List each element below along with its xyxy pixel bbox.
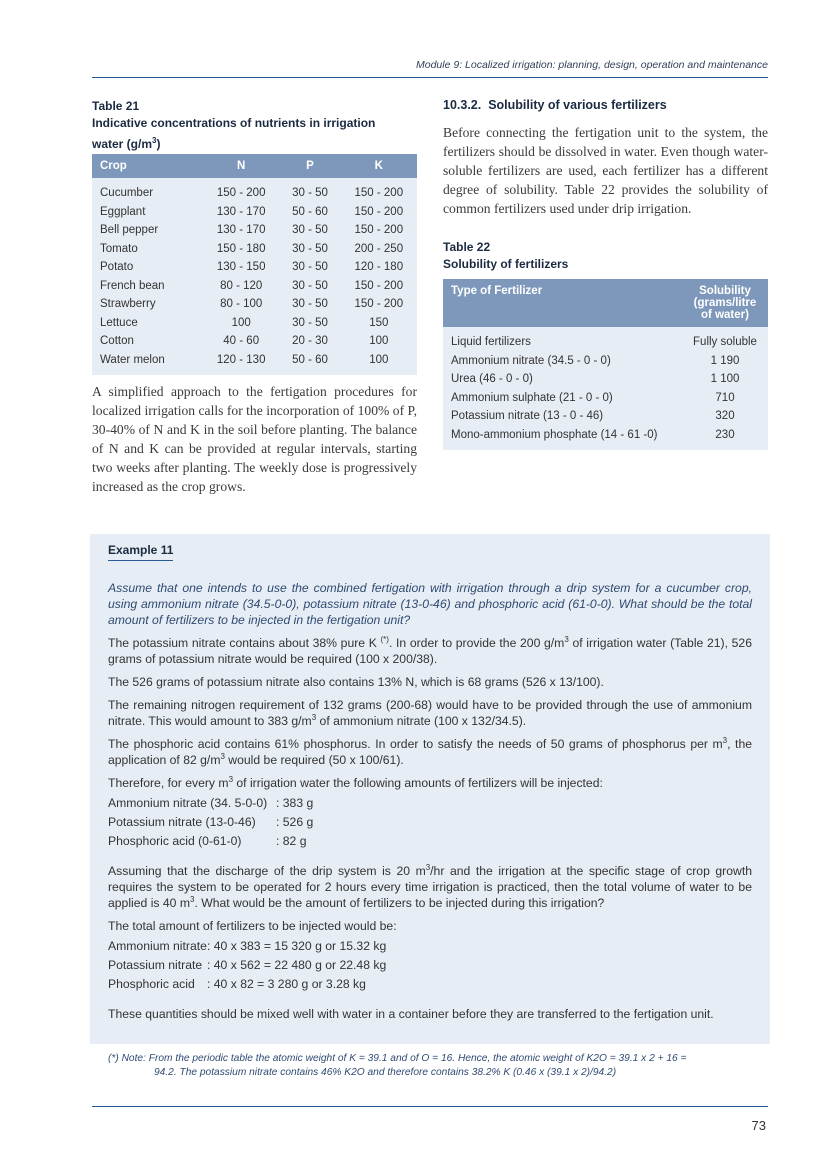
table22-row (443, 327, 768, 352)
table21-col-k: K (341, 154, 417, 178)
table21-row (92, 240, 417, 259)
table22-cell-type: Mono-ammonium phosphate (14 - 61 -0) (451, 428, 658, 441)
fertilizer-name: Phosphoric acid (108, 977, 195, 991)
example-question: Assume that one intends to use the combined fertigation with irrigation through a drip system for a cucumber crop, using ammonium nitrate (34.5-0-0), potassium nitrate (13-0-46) and phosphoric acid (61-0-0). What should be the total amount of fertilizers to be injected in the fertigation unit? (108, 581, 752, 627)
table22-col-type: Type of Fertilizer (443, 279, 682, 327)
fertilizer-name: Potassium nitrate (108, 958, 203, 972)
table21-cell-crop: Lettuce (100, 316, 138, 329)
table21-row (92, 351, 417, 376)
table21-cell-p: 30 - 50 (292, 187, 328, 200)
fertilizer-list-item (108, 938, 752, 954)
table21-cell-p: 50 - 60 (292, 205, 328, 218)
fertilizer-name: Phosphoric acid (0-61-0) (108, 834, 242, 848)
fertilizer-list-item (108, 976, 752, 992)
fertilizer-amount: : 383 g (276, 796, 314, 810)
table21-col-crop: Crop (92, 154, 203, 178)
table21-row (92, 203, 417, 222)
fertilizer-list-item (108, 814, 752, 830)
table22-col-solubility: Solubility (grams/litre of water) (682, 279, 768, 327)
table21-row (92, 178, 417, 203)
table21-row (92, 258, 417, 277)
fertilizer-amount: : 40 x 82 = 3 280 g or 3.28 kg (207, 977, 366, 991)
fertilizer-list-item (108, 833, 752, 849)
fertilizer-amount: : 526 g (276, 815, 314, 829)
fertilizer-list-total (108, 938, 752, 992)
example-body (108, 580, 752, 1029)
left-paragraph: A simplified approach to the fertigation procedures for localized irrigation calls for the incorporation of 100% of P, 30-40% of N and K in the soil before planting. The balance of N and K can be provided at regular intervals, starting two weeks after planting. The weekly dose is progressively increased as the crop grows. (92, 384, 417, 494)
table21-cell-k: 150 - 200 (354, 205, 404, 218)
table21-cell-crop: French bean (100, 279, 165, 292)
running-header: Module 9: Localized irrigation: planning, design, operation and maintenance (416, 59, 768, 71)
table22-cell-type: Urea (46 - 0 - 0) (451, 373, 533, 386)
table21-cell-crop: Strawberry (100, 298, 156, 311)
section-paragraph: Before connecting the fertigation unit to the system, the fertilizers should be dissolved in water. Even though water-soluble fertilizers are used, each fertilizer has a different degree of solubility. Table 22 provides the solubility of common fertilizers used under drip irrigation. (443, 125, 768, 216)
fertilizer-name: Ammonium nitrate (34. 5-0-0) (108, 796, 268, 810)
table22-cell-type: Liquid fertilizers (451, 336, 531, 349)
table21-row (92, 221, 417, 240)
table21-cell-p: 30 - 50 (292, 298, 328, 311)
table21-cell-p: 30 - 50 (292, 224, 328, 237)
table21-cell-crop: Eggplant (100, 205, 146, 218)
table21-cell-n: 80 - 100 (220, 298, 263, 311)
fertilizer-list-per-m3 (108, 795, 752, 849)
table21-label: Table 21 (92, 99, 140, 113)
table21-row (92, 277, 417, 296)
table21-cell-k: 150 - 200 (354, 279, 404, 292)
table21-row (92, 295, 417, 314)
table21-cell-k: 100 (369, 353, 389, 366)
table22-cell-type: Ammonium nitrate (34.5 - 0 - 0) (451, 354, 611, 367)
table21-cell-p: 30 - 50 (292, 261, 328, 274)
table21-row (92, 314, 417, 333)
table21-cell-n: 150 - 200 (216, 187, 266, 200)
table21-cell-p: 50 - 60 (292, 353, 328, 366)
table21-cell-n: 40 - 60 (223, 335, 260, 348)
example-paragraph-8: These quantities should be mixed well with water in a container before they are transferred to the fertigation unit. (108, 1007, 714, 1021)
table21-caption (92, 98, 402, 153)
table21-cell-n: 130 - 150 (216, 261, 266, 274)
table22-cell-solubility: 1 100 (710, 373, 740, 386)
table22-header-row (443, 279, 768, 327)
table22-row (443, 407, 768, 426)
fertilizer-list-item (108, 957, 752, 973)
section-heading: 10.3.2. Solubility of various fertilizers (443, 98, 667, 112)
table21-cell-p: 30 - 50 (292, 242, 328, 255)
table22-cell-solubility: Fully soluble (693, 336, 757, 349)
header-divider (92, 77, 768, 78)
example-paragraph-1: The potassium nitrate contains about 38% pure K (*). In order to provide the 200 $g/m^3$ of irrigation water (Table 21), 526 grams of potassium nitrate would be required (100 x 200/38). (108, 634, 752, 666)
table21-cell-n: 150 - 180 (216, 242, 266, 255)
table21-cell-k: 100 (369, 335, 389, 348)
table22 (443, 279, 768, 450)
table22-title: Solubility of fertilizers (443, 257, 569, 271)
table22-row (443, 389, 768, 408)
table21-cell-crop: Cucumber (100, 187, 154, 200)
footnote-line-1: (*) Note: From the periodic table the atomic weight of K = 39.1 and of O = 16. Hence, the atomic weight of K2O = 39.1 x 2 + 16 = (108, 1053, 687, 1064)
table21-cell-crop: Potato (100, 261, 134, 274)
table22-cell-type: Potassium nitrate (13 - 0 - 46) (451, 410, 604, 423)
table21-cell-n: 80 - 120 (220, 279, 263, 292)
fertilizer-amount: : 82 g (276, 834, 307, 848)
example-title: Example 11 (108, 543, 173, 561)
table21-col-p: P (279, 154, 340, 178)
table21-cell-p: 20 - 30 (292, 335, 328, 348)
table21-cell-n: 120 - 130 (216, 353, 266, 366)
table21-cell-p: 30 - 50 (292, 279, 328, 292)
table22-label: Table 22 (443, 240, 491, 254)
example-paragraph-5: Therefore, for every $m^3$ of irrigation water the following amounts of fertilizers will be injected: (108, 774, 603, 790)
table21-col-n: N (203, 154, 279, 178)
table22-row (443, 352, 768, 371)
table22-cell-solubility: 710 (715, 391, 735, 404)
example-paragraph-3: The remaining nitrogen requirement of 132 grams (200-68) would have to be provided through the use of ammonium nitrate. This would amount to 383 $g/m^3$ of ammonium nitrate (100 x 132/34.5). (108, 698, 752, 728)
fertilizer-amount: : 40 x 383 = 15 320 g or 15.32 kg (207, 939, 387, 953)
table21-row (92, 332, 417, 351)
table21-cell-k: 150 (369, 316, 389, 329)
example-paragraph-6: Assuming that the discharge of the drip system is 20 $m^3/hr$ and the irrigation at the specific stage of crop growth requires the system to be operated for 2 hours every time irrigation is practiced, then the total volume of water to be applied is 40 $m^3$. What would be the amount of fertilizers to be injected during this irrigation? (108, 862, 752, 910)
table22-cell-solubility: 1 190 (710, 354, 740, 367)
table21-cell-crop: Bell pepper (100, 224, 159, 237)
table21-cell-n: 130 - 170 (216, 224, 266, 237)
table22-cell-solubility: 320 (715, 410, 735, 423)
table21-cell-k: 120 - 180 (354, 261, 404, 274)
table21-cell-p: 30 - 50 (292, 316, 328, 329)
table22-caption (443, 239, 768, 273)
fertilizer-amount: : 40 x 562 = 22 480 g or 22.48 kg (207, 958, 387, 972)
footnote-line-2: 94.2. The potassium nitrate contains 46% K2O and therefore contains 38.2% K (0.46 x (39.1 x 2)/94.2) (154, 1067, 617, 1078)
table22-row (443, 426, 768, 451)
table21-cell-k: 150 - 200 (354, 298, 404, 311)
table21-cell-crop: Tomato (100, 242, 138, 255)
table21-header-row (92, 154, 417, 178)
example-paragraph-7: The total amount of fertilizers to be injected would be: (108, 919, 397, 933)
table21-cell-k: 150 - 200 (354, 187, 404, 200)
table22-cell-solubility: 230 (715, 428, 735, 441)
page-number: 73 (751, 1118, 766, 1133)
footnote (108, 1052, 758, 1080)
table21-cell-k: 200 - 250 (354, 242, 404, 255)
table21-cell-crop: Cotton (100, 335, 134, 348)
table21-cell-k: 150 - 200 (354, 224, 404, 237)
table21 (92, 154, 417, 375)
example-paragraph-4: The phosphoric acid contains 61% phosphorus. In order to satisfy the needs of 50 grams of phosphorus per $m^3$, the application of 82 $g/m^3$ would be required (50 x 100/61). (108, 735, 753, 767)
table21-cell-n: 100 (231, 316, 251, 329)
table21-cell-crop: Water melon (100, 353, 165, 366)
table21-title: Indicative concentrations of nutrients in irrigation water $(g/m^3)$ (92, 116, 376, 151)
fertilizer-name: Potassium nitrate (13-0-46) (108, 815, 256, 829)
fertilizer-name: Ammonium nitrate (108, 939, 207, 953)
example-paragraph-2: The 526 grams of potassium nitrate also contains 13% N, which is 68 grams (526 x 13/100). (108, 675, 604, 689)
table22-row (443, 370, 768, 389)
footer-divider (92, 1106, 768, 1107)
table22-cell-type: Ammonium sulphate (21 - 0 - 0) (451, 391, 613, 404)
table21-cell-n: 130 - 170 (216, 205, 266, 218)
fertilizer-list-item (108, 795, 752, 811)
